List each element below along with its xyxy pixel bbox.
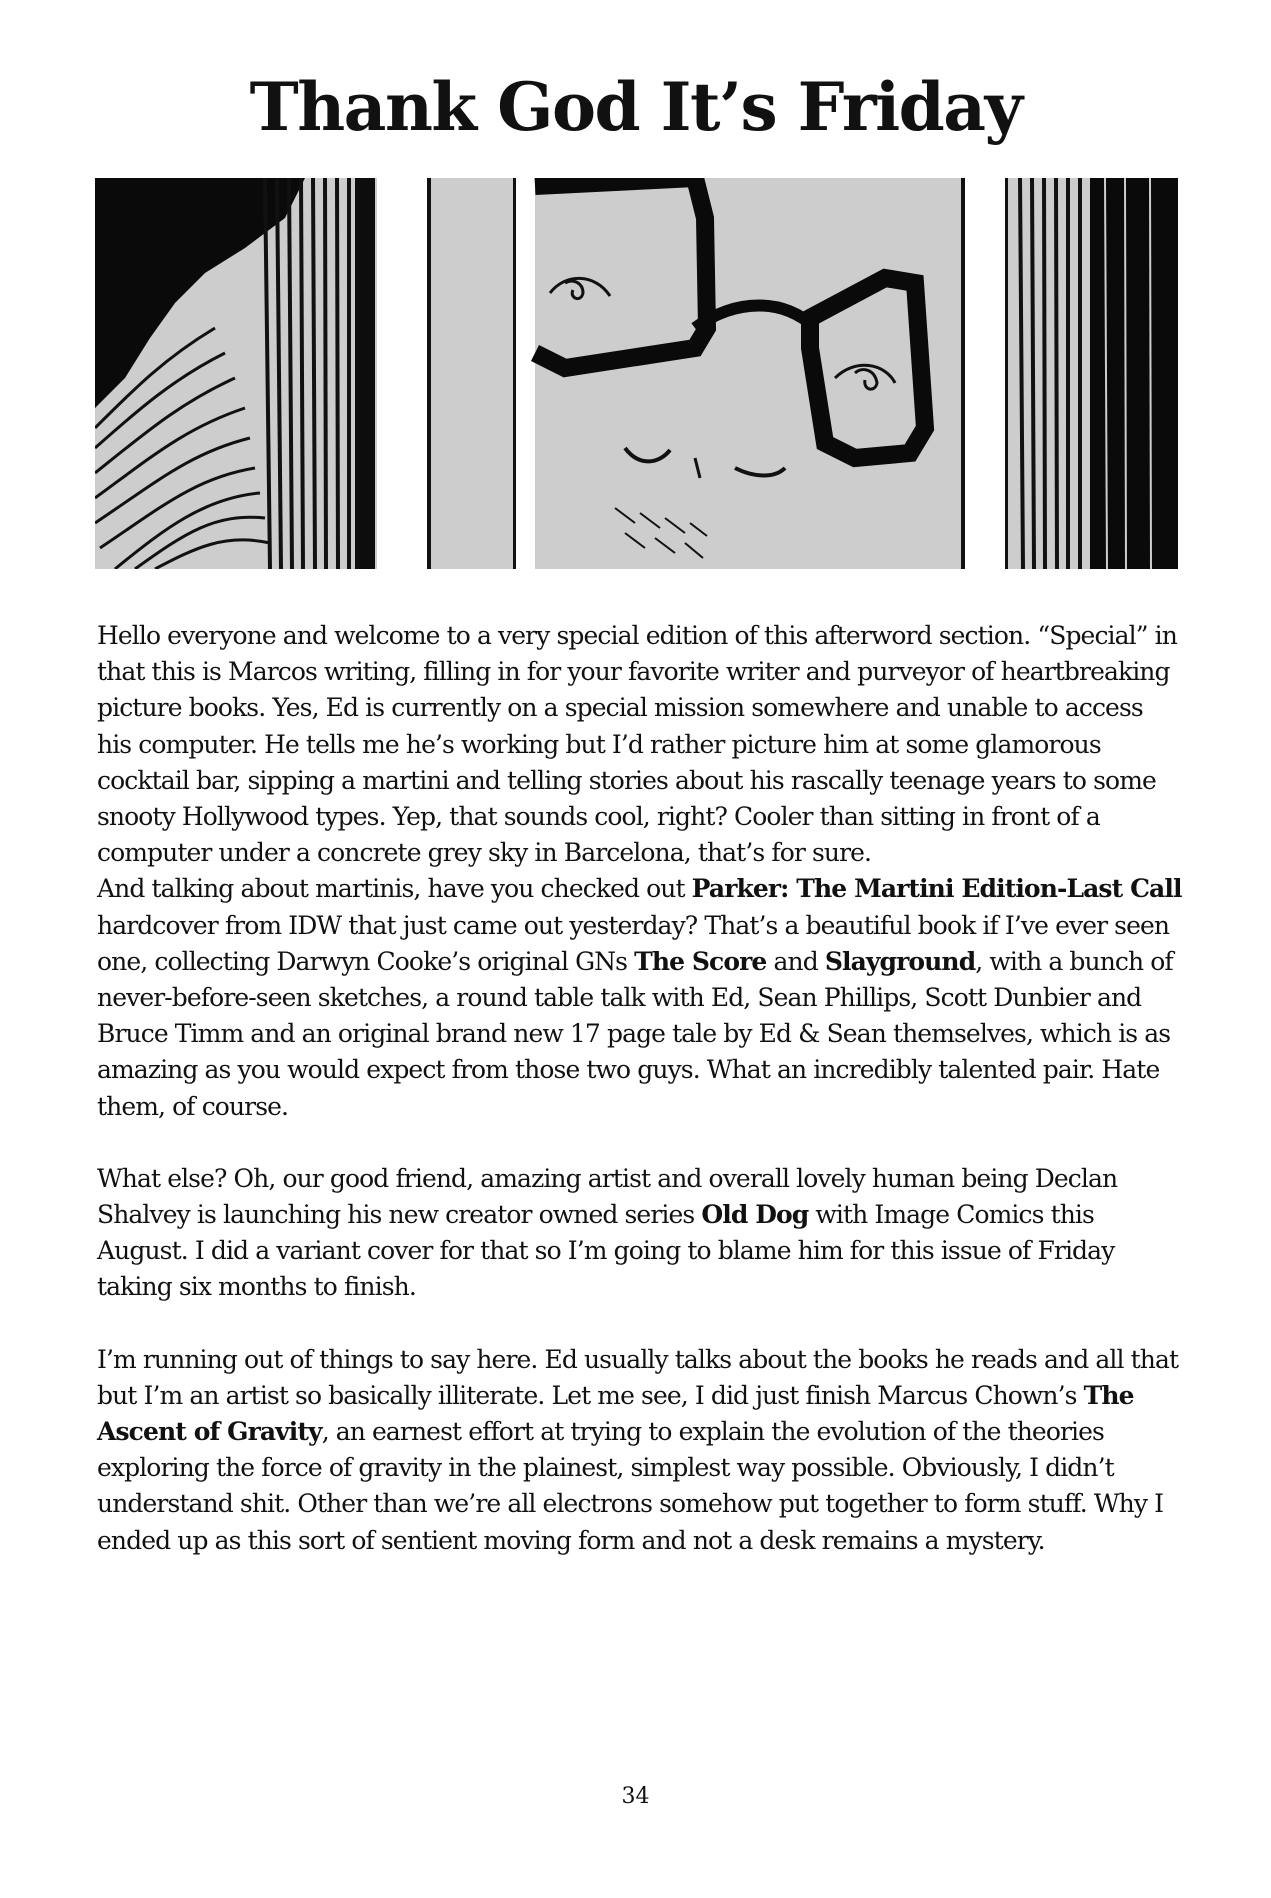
book-title-parker: Parker: The Martini Edition-Last Call: [691, 874, 1182, 904]
article-body: [97, 618, 1182, 1559]
paragraph-1: Hello everyone and welcome to a very special edition of this afterword section. “Special” in that this is Marcos writing, filling in for your favorite writer and purveyor of heartbreaking picture books. Yes, Ed is currently on a special mission somewhere and unable to access his computer. He tells me he’s working but I’d rather picture him at some glamorous cocktail bar, sipping a martini and telling stories about his rascally teenage years to some snooty Hollywood types. Yep, that sounds cool, right? Cooler than sitting in front of a computer under a concrete grey sky in Barcelona, that’s for sure.: [97, 621, 1177, 868]
paragraph-3: What else? Oh, our good friend, amazing artist and overall lovely human being Declan Shalvey is launching his new creator owned series Old Dog with Image Comics this August. I did a variant cover for that so I’m going to blame him for this issue of Friday taking six months to finish.: [97, 1163, 1118, 1302]
paragraph-4: I’m running out of things to say here. Ed usually talks about the books he reads and all that but I’m an artist so basically illiterate. Let me see, I did just finish Marcus Chown’s The Ascent of Gravity, an earnest effort at trying to explain the evolution of the theories exploring the force of gravity in the plainest, simplest way possible. Obviously, I didn’t understand shit. Other than we’re all electrons somehow put together to form stuff. Why I ended up as this sort of sentient moving form and not a desk remains a mystery.: [97, 1344, 1179, 1555]
book-title-ascent-of-gravity: The Ascent of Gravity: [97, 1380, 1134, 1447]
page-number: 34: [621, 1784, 650, 1809]
page-title: Thank God It’s Friday: [249, 68, 1022, 146]
comic-panel-face-glasses-icon: [95, 178, 1178, 569]
book-title-the-score: The Score: [634, 946, 767, 976]
book-title-slayground: Slayground: [824, 946, 976, 976]
paragraph-2: And talking about martinis, have you checked out Parker: The Martini Edition-Last Call hardcover from IDW that just came out yesterday? That’s a beautiful book if I’ve ever seen one, collecting Darwyn Cooke’s original GNs The Score and Slayground, with a bunch of never-before-seen sketches, a round table talk with Ed, Sean Phillips, Scott Dunbier and Bruce Timm and an original brand new 17 page tale by Ed & Sean themselves, which is as amazing as you would expect from those two guys. What an incredibly talented pair. Hate them, of course.: [97, 874, 1182, 1121]
comic-panel-illustration: [95, 178, 1178, 569]
series-title-old-dog: Old Dog: [701, 1200, 809, 1230]
